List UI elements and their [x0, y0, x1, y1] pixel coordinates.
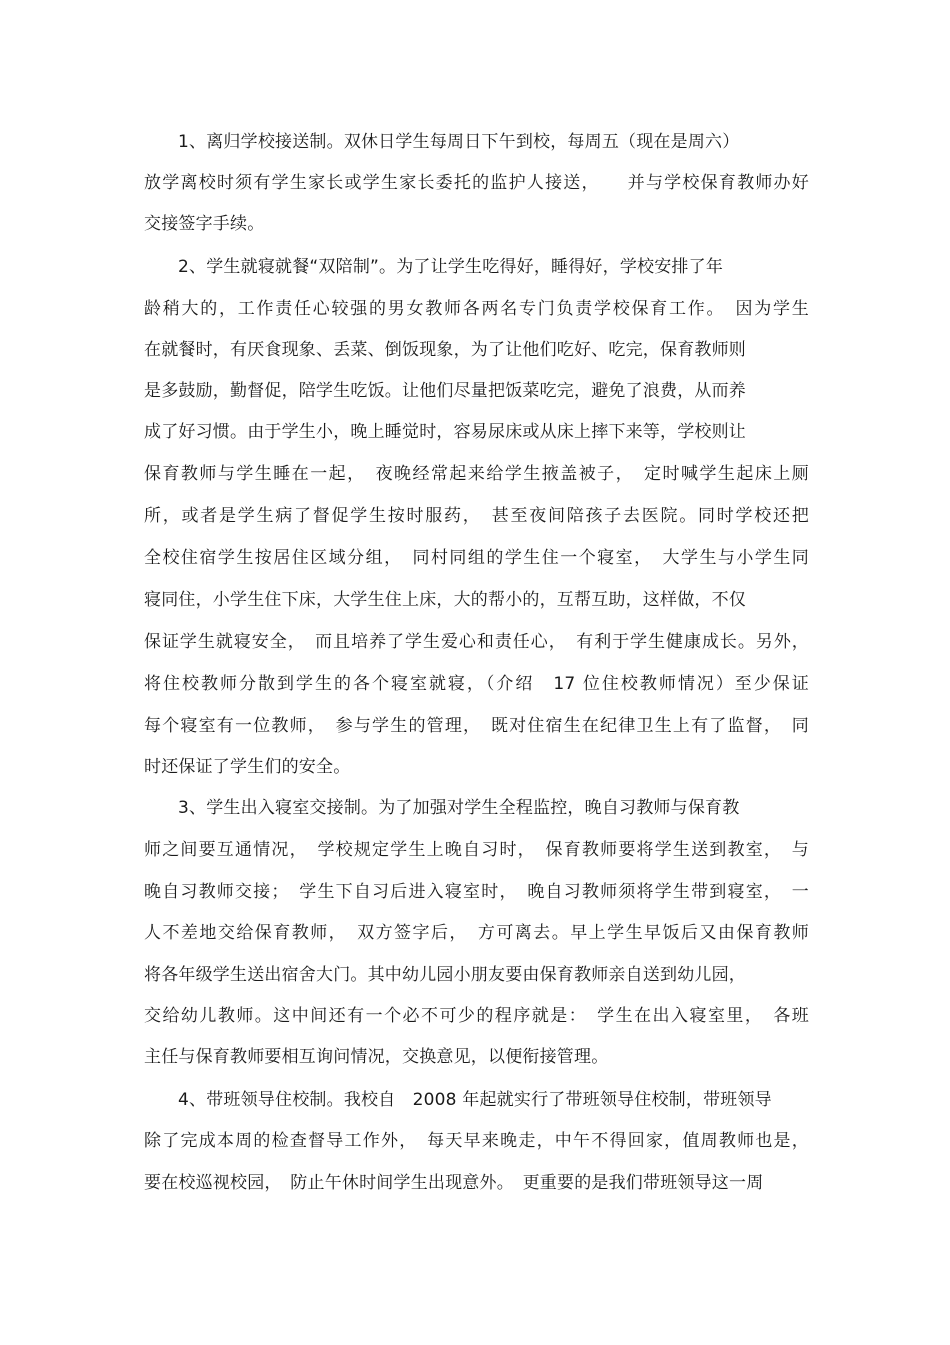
text-line: 是多鼓励，勤督促，陪学生吃饭。让他们尽量把饭菜吃完，避免了浪费，从而养 — [144, 381, 746, 401]
text-line: 师之间要互通情况， 学校规定学生上晚自习时， 保育教师要将学生送到教室， 与 — [144, 840, 809, 860]
text-line: 要在校巡视校园， 防止午休时间学生出现意外。 更重要的是我们带班领导这一周 — [144, 1173, 764, 1193]
text-line: 人不差地交给保育教师， 双方签字后， 方可离去。早上学生早饭后又由保育教师 — [144, 923, 809, 943]
text-line: 4、带班领导住校制。我校自 2008 年起就实行了带班领导住校制，带班领导 — [178, 1090, 772, 1110]
text-line: 交接签字手续。 — [144, 214, 265, 234]
text-line: 将住校教师分散到学生的各个寝室就寝，（介绍 17 位住校教师情况）至少保证 — [144, 674, 809, 694]
text-line: 晚自习教师交接； 学生下自习后进入寝室时， 晚自习教师须将学生带到寝室， 一 — [144, 882, 809, 902]
text-line: 保育教师与学生睡在一起， 夜晚经常起来给学生掖盖被子， 定时喊学生起床上厕 — [144, 464, 809, 484]
text-line: 交给幼儿教师。这中间还有一个必不可少的程序就是： 学生在出入寝室里， 各班 — [144, 1006, 809, 1026]
text-line: 主任与保育教师要相互询问情况，交换意见，以便衔接管理。 — [144, 1047, 609, 1067]
text-line: 所，或者是学生病了督促学生按时服药， 甚至夜间陪孩子去医院。同时学校还把 — [144, 506, 809, 526]
text-line: 保证学生就寝安全， 而且培养了学生爱心和责任心， 有利于学生健康成长。另外， — [144, 632, 809, 652]
text-line: 龄稍大的，工作责任心较强的男女教师各两名专门负责学校保育工作。 因为学生 — [144, 299, 809, 319]
text-line: 放学离校时须有学生家长或学生家长委托的监护人接送， 并与学校保育教师办好 — [144, 173, 809, 193]
text-line: 2、学生就寝就餐“双陪制”。为了让学生吃得好，睡得好，学校安排了年 — [178, 257, 724, 277]
text-line: 全校住宿学生按居住区域分组， 同村同组的学生住一个寝室， 大学生与小学生同 — [144, 548, 809, 568]
text-line: 3、学生出入寝室交接制。为了加强对学生全程监控，晚自习教师与保育教 — [178, 798, 740, 818]
text-line: 成了好习惯。由于学生小，晚上睡觉时，容易尿床或从床上摔下来等，学校则让 — [144, 422, 746, 442]
text-line: 在就餐时，有厌食现象、丢菜、倒饭现象，为了让他们吃好、吃完，保育教师则 — [144, 340, 746, 360]
text-line: 时还保证了学生们的安全。 — [144, 757, 351, 777]
text-line: 将各年级学生送出宿舍大门。其中幼儿园小朋友要由保育教师亲自送到幼儿园， — [144, 965, 746, 985]
text-line: 寝同住，小学生住下床，大学生住上床，大的帮小的，互帮互助，这样做，不仅 — [144, 590, 746, 610]
text-line: 1、离归学校接送制。双休日学生每周日下午到校，每周五（现在是周六） — [178, 132, 740, 152]
text-line: 每个寝室有一位教师， 参与学生的管理， 既对住宿生在纪律卫生上有了监督， 同 — [144, 716, 809, 736]
text-line: 除了完成本周的检查督导工作外， 每天早来晚走，中午不得回家，值周教师也是， — [144, 1131, 809, 1151]
